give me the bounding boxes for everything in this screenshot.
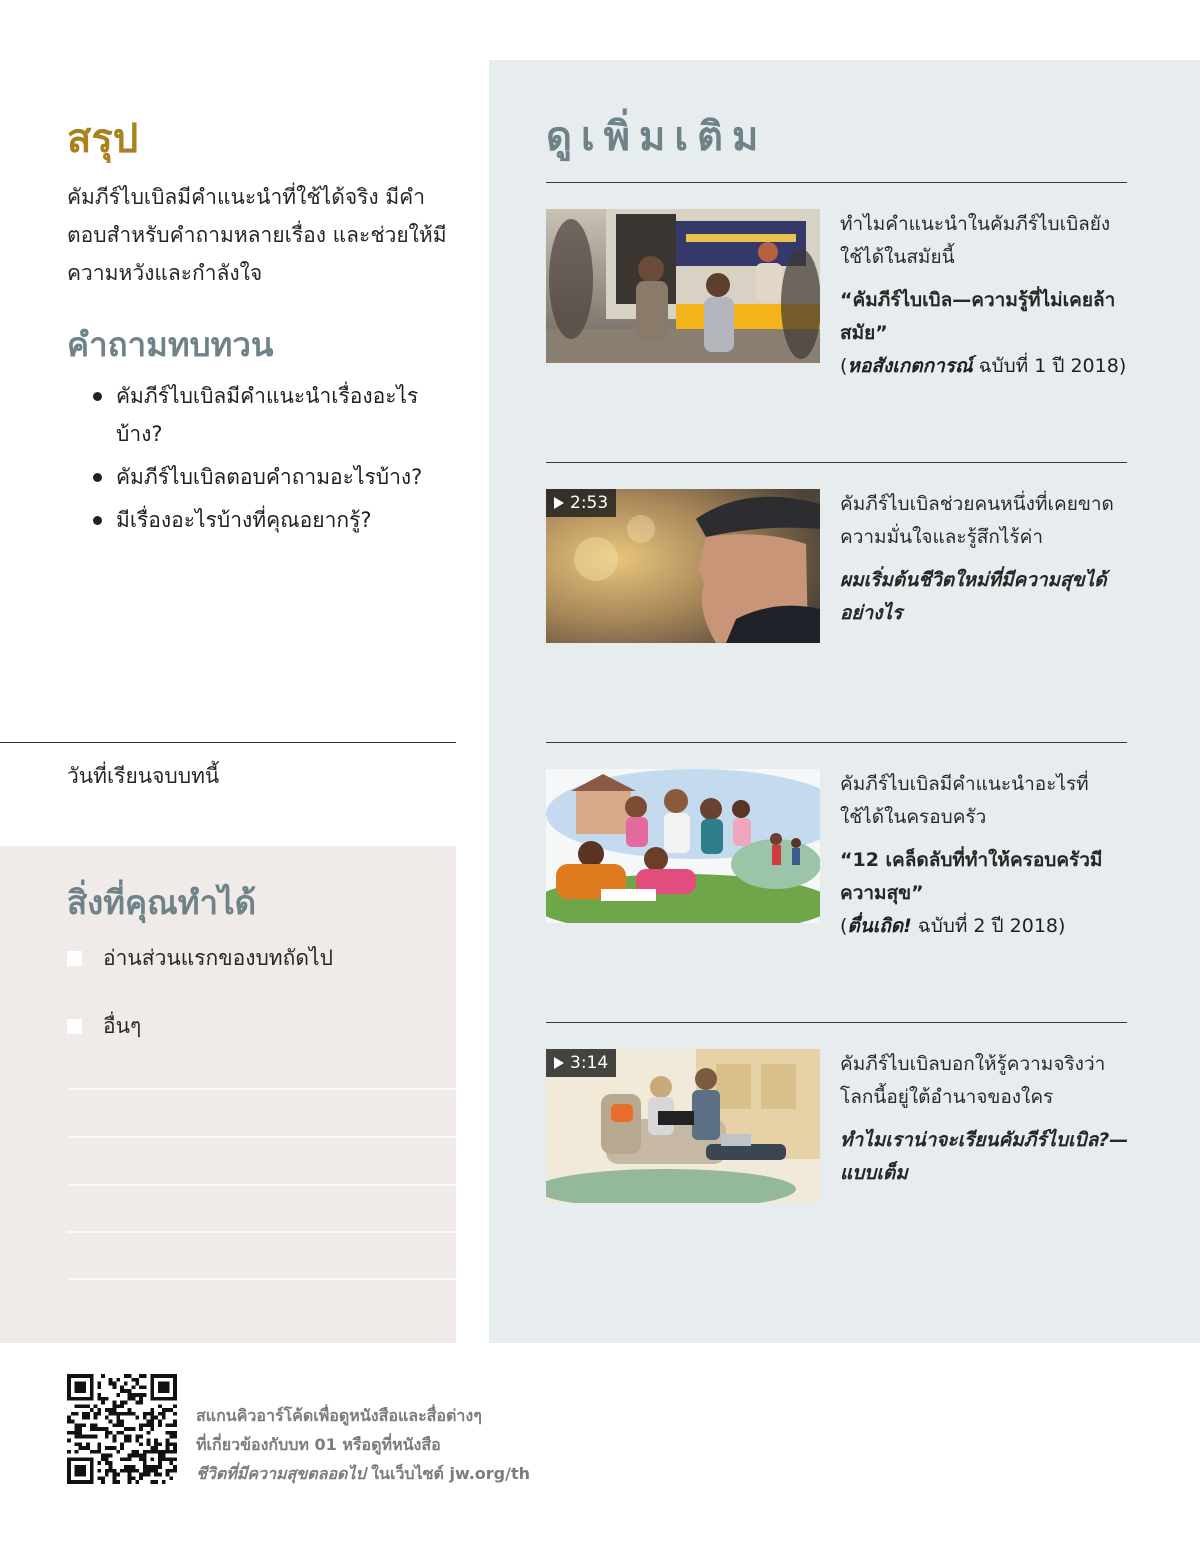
duration-text: 3:14 <box>570 1053 609 1073</box>
review-question-text: มีเรื่องอะไรบ้างที่คุณอยากรู้? <box>116 508 372 532</box>
divider <box>546 742 1127 743</box>
review-question-text: คัมภีร์ไบเบิลมีคำแนะนำเรื่องอะไรบ้าง? <box>116 384 419 446</box>
see-more-item <box>840 208 1130 383</box>
qr-code[interactable] <box>67 1374 177 1484</box>
footer-note <box>196 1401 530 1488</box>
paren: ( <box>840 915 848 937</box>
todo-item-label: อ่านส่วนแรกของบทถัดไป <box>103 946 333 970</box>
divider <box>0 742 456 743</box>
video-thumbnail-couple-reading[interactable] <box>546 1049 820 1203</box>
see-more-item <box>840 488 1130 630</box>
writing-line[interactable] <box>67 1088 456 1090</box>
todo-item-other[interactable] <box>67 1010 141 1043</box>
writing-line[interactable] <box>67 1184 456 1186</box>
video-link[interactable]: ผมเริ่มต้นชีวิตใหม่ที่มีความสุขได้อย่างไร <box>840 569 1107 624</box>
video-thumbnail-man-with-cap[interactable] <box>546 489 820 643</box>
book-title: ชีวิตที่มีความสุขตลอดไป <box>196 1464 366 1483</box>
video-link[interactable]: ทำไมเราน่าจะเรียนคัมภีร์ไบเบิล?—แบบเต็ม <box>840 1129 1129 1184</box>
publication-source <box>840 910 1130 943</box>
writing-line[interactable] <box>67 1231 456 1233</box>
summary-text: คัมภีร์ไบเบิลมีคำแนะนำที่ใช้ได้จริง มีคำตอบสำหรับคำถามหลายเรื่อง และช่วยให้มีความหวังและกำลังใจ <box>67 185 447 285</box>
what-you-can-do-title: สิ่งที่คุณทำได้ <box>67 883 257 922</box>
thumbnail-train-station[interactable] <box>546 209 820 363</box>
media-description: คัมภีร์ไบเบิลช่วยคนหนึ่งที่เคยขาดความมั่นใจและรู้สึกไร้ค่า <box>840 493 1114 548</box>
see-more-title: ดูเพิ่มเติม <box>546 114 768 160</box>
publication-name: หอสังเกตการณ์ <box>847 355 973 377</box>
article-link[interactable]: “12 เคล็ดลับที่ทำให้ครอบครัวมีความสุข” <box>840 849 1103 904</box>
media-description: คัมภีร์ไบเบิลมีคำแนะนำอะไรที่ใช้ได้ในครอบครัว <box>840 773 1089 828</box>
checkbox-icon[interactable] <box>67 1019 82 1034</box>
divider <box>546 182 1127 183</box>
video-duration-badge <box>546 1049 616 1077</box>
issue-info: ฉบับที่ 2 ปี 2018) <box>911 915 1066 937</box>
bullet-icon <box>93 473 102 482</box>
see-more-item <box>840 1048 1130 1190</box>
media-description: ทำไมคำแนะนำในคัมภีร์ไบเบิลยังใช้ได้ในสมัยนี้ <box>840 213 1111 268</box>
review-questions-list <box>90 377 450 544</box>
issue-info: ฉบับที่ 1 ปี 2018) <box>972 355 1127 377</box>
todo-item-label: อื่นๆ <box>103 1014 142 1038</box>
paren: ( <box>840 355 848 377</box>
todo-item-read-next[interactable] <box>67 942 333 975</box>
review-question <box>90 377 450 453</box>
footer-line-1: สแกนคิวอาร์โค้ดเพื่อดูหนังสือและสื่อต่างๆ <box>196 1406 482 1425</box>
review-question <box>90 458 450 496</box>
review-questions-title: คำถามทบทวน <box>67 325 274 364</box>
divider <box>546 462 1127 463</box>
bullet-icon <box>93 392 102 401</box>
completion-date-label: วันที่เรียนจบบทนี้ <box>67 764 220 788</box>
publication-source <box>840 350 1130 383</box>
video-duration-badge <box>546 489 616 517</box>
review-question <box>90 501 450 539</box>
footer-line-2: ที่เกี่ยวข้องกับบท 01 หรือดูที่หนังสือ <box>196 1435 441 1454</box>
divider <box>546 1022 1127 1023</box>
duration-text: 2:53 <box>570 493 609 513</box>
play-icon <box>554 497 564 509</box>
publication-name: ตื่นเถิด! <box>847 915 912 937</box>
writing-line[interactable] <box>67 1278 456 1280</box>
see-more-item <box>840 768 1130 943</box>
summary-title: สรุป <box>67 116 139 162</box>
thumbnail-family[interactable] <box>546 769 820 923</box>
media-description: คัมภีร์ไบเบิลบอกให้รู้ความจริงว่าโลกนี้อยู่ใต้อำนาจของใคร <box>840 1053 1106 1108</box>
footer-line-3[interactable]: ในเว็บไซต์ jw.org/th <box>365 1464 530 1483</box>
bullet-icon <box>93 516 102 525</box>
play-icon <box>554 1057 564 1069</box>
writing-line[interactable] <box>67 1136 456 1138</box>
checkbox-icon[interactable] <box>67 951 82 966</box>
article-link[interactable]: “คัมภีร์ไบเบิล—ความรู้ที่ไม่เคยล้าสมัย” <box>840 289 1116 344</box>
what-you-can-do-section <box>0 846 456 1343</box>
review-question-text: คัมภีร์ไบเบิลตอบคำถามอะไรบ้าง? <box>116 465 423 489</box>
